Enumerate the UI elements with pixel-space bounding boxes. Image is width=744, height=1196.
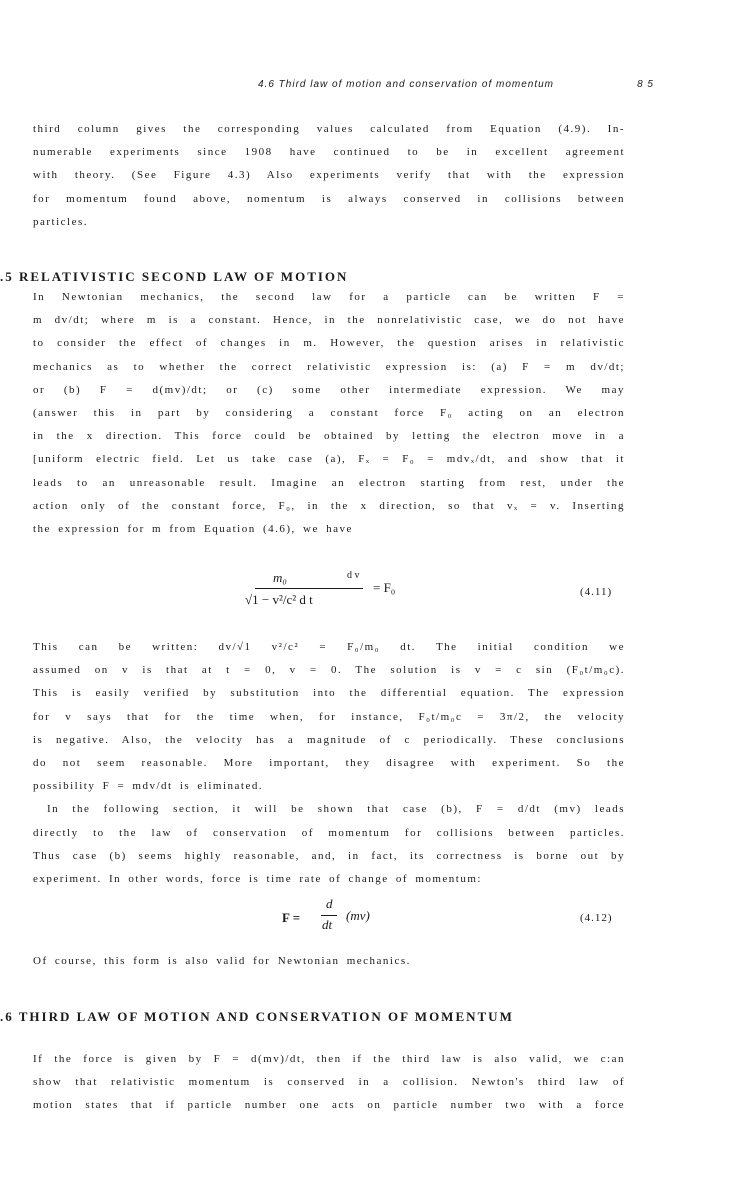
text-line: in the x direction. This force could be obtained by letting the electron move in a (33, 430, 625, 443)
text-line: Thus case (b) seems highly reasonable, and, in fact, its correctness is borne out by (33, 849, 625, 862)
fraction-bar (321, 915, 337, 916)
section-heading-4-6: .6 THIRD LAW OF MOTION AND CONSERVATION OF MOMENTUM (0, 1009, 514, 1024)
text-line: leads to an unreasonable result. Imagine an electron starting from rest, under the (33, 476, 625, 489)
equation-number-4-11: (4.11) (580, 586, 613, 598)
text-line: motion states that if particle number one acts on particle number two with a force (33, 1099, 625, 1112)
text-line: particles. (33, 215, 89, 228)
equation-number-4-12: (4.12) (580, 912, 613, 924)
running-header (258, 79, 654, 90)
text-line: third column gives the corresponding values calculated from Equation (4.9). In- (33, 123, 625, 135)
text-line: In the following section, it will be shown that case (b), F = d/dt (mv) leads (47, 803, 625, 816)
page-number: 8 5 (637, 79, 654, 90)
fraction-bar (255, 588, 363, 589)
text-line: (answer this in part by considering a constant force F₀ acting on an electron (33, 407, 625, 420)
text-line: This is easily verified by substitution into the differential equation. The expression (33, 687, 625, 700)
text-line: action only of the constant force, F₀, in the x direction, so that vₓ = v. Inserting (33, 499, 625, 512)
text-line: [uniform electric field. Let us take case (a), Fₓ = F₀ = mdvₓ/dt, and show that it (33, 453, 625, 466)
paragraph-2 (33, 286, 625, 541)
text-line: for v says that for the time when, for instance, F₀t/m₀c = 3π/2, the velocity (33, 710, 625, 723)
paragraph-1 (33, 118, 625, 234)
text-line: If the force is given by F = d(mv)/dt, then if the third law is also valid, we c:an (33, 1053, 625, 1065)
eq-numerator-dv: d v (347, 570, 360, 581)
text-line: m dv/dt; where m is a constant. Hence, in the nonrelativistic case, we do not have (33, 314, 625, 327)
paragraph-5 (33, 1048, 625, 1118)
eq-lhs: F = (282, 910, 301, 925)
text-line: the expression for m from Equation (4.6), we have (33, 523, 353, 536)
paragraph-4 (33, 950, 625, 973)
eq-frac-num: d (326, 896, 333, 911)
text-line: do not seem reasonable. More important, they disagree with experiment. So the (33, 757, 625, 770)
text-line: for momentum found above, nomentum is always conserved in collisions between (33, 192, 625, 205)
equation-4-12 (282, 896, 422, 942)
text-line: experiment. In other words, force is time rate of change of momentum: (33, 873, 482, 886)
text-line: Of course, this form is also valid for Newtonian mechanics. (33, 955, 411, 967)
eq-numerator-mass: m₀ (273, 570, 287, 585)
text-line: to consider the effect of changes in m. However, the question arises in relativistic (33, 337, 625, 350)
running-title: 4.6 Third law of motion and conservation of momentum (258, 79, 555, 90)
text-line: is negative. Also, the velocity has a magnitude of c periodically. These conclusions (33, 733, 625, 746)
eq-frac-den: dt (322, 917, 333, 932)
text-line: or (b) F = d(mv)/dt; or (c) some other intermediate expression. We may (33, 383, 625, 396)
text-line: directly to the law of conservation of momentum for collisions between particles. (33, 826, 625, 839)
text-line: mechanics as to whether the correct relativistic expression is: (a) F = m dv/dt; (33, 360, 625, 373)
section-heading-4-5: .5 RELATIVISTIC SECOND LAW OF MOTION (0, 269, 349, 284)
equation-4-11 (245, 568, 445, 624)
text-line: with theory. (See Figure 4.3) Also experiments verify that with the expression (33, 169, 625, 182)
eq-rhs: (mv) (346, 908, 370, 923)
text-line: This can be written: dv/√1 v²/c² = F₀/m₀ dt. The initial condition we (33, 641, 625, 653)
text-line: possibility F = mdv/dt is eliminated. (33, 780, 264, 793)
text-line: In Newtonian mechanics, the second law for a particle can be written F = (33, 291, 625, 303)
paragraph-3 (33, 636, 625, 891)
eq-rhs: = F₀ (373, 580, 396, 595)
text-line: show that relativistic momentum is conserved in a collision. Newton's third law of (33, 1076, 625, 1089)
text-line: assumed on v is that at t = 0, v = 0. The solution is v = c sin (F₀t/m₀c). (33, 664, 625, 677)
text-line: numerable experiments since 1908 have continued to be in excellent agreement (33, 146, 625, 159)
eq-denominator: √1 − v²/c² d t (245, 592, 313, 607)
